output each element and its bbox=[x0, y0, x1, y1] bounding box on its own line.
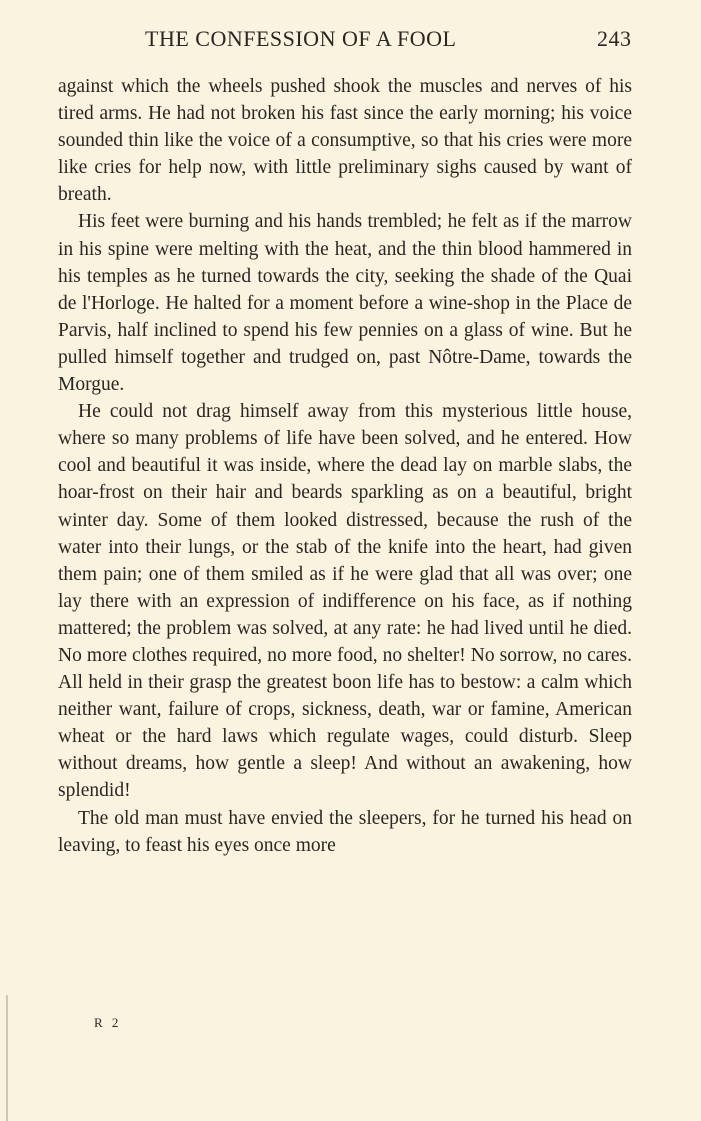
paragraph-continued: against which the wheels pushed shook the muscles and nerves of his tired arms. He had not broken his fast since the early morning; his voice sounded thin like the voice of a consumptive, so that his cries were more like cries for help now, with little preliminary sighs caused by want of breath. bbox=[58, 76, 632, 206]
body-text bbox=[58, 73, 632, 859]
page-number: 243 bbox=[597, 26, 632, 51]
paragraph: He could not drag himself away from this mysterious little house, where so many problems of life have been solved, and he entered. How cool and beautiful it was inside, where the dead lay on marble slabs, the hoar-frost on their hair and beards sparkling as on a beautiful, bright winter day. Some of them looked distressed, because the rush of the water into their lungs, or the stab of the knife into the heart, had given them pain; one of them smiled as if he were glad that all was over; one lay there with an expression of indifference on his face, as if nothing mattered; the problem was solved, at any rate: he had lived until he died. No more clothes required, no more food, no shelter! No sorrow, no cares. All held in their grasp the greatest boon life has to bestow: a calm which neither want, failure of crops, sickness, death, war or famine, American wheat or the hard laws which regulate wages, could disturb. Sleep without dreams, how gentle a sleep! And without an awakening, how splendid! bbox=[58, 401, 632, 802]
signature-mark: R 2 bbox=[94, 1015, 122, 1030]
binding-edge-divider bbox=[6, 995, 8, 1121]
paragraph: His feet were burning and his hands trembled; he felt as if the marrow in his spine were melting with the heat, and the thin blood hammered in his temples as he turned towards the city, seeking the shade of the Quai de l'Horloge. He halted for a moment before a wine-shop in the Place de Parvis, half inclined to spend his few pennies on a glass of wine. But he pulled himself together and trudged on, past Nôtre-Dame, towards the Morgue. bbox=[58, 211, 632, 396]
running-title: THE CONFESSION OF A FOOL bbox=[145, 26, 457, 51]
paragraph: The old man must have envied the sleepers, for he turned his head on leaving, to feast his eyes once more bbox=[58, 807, 632, 856]
page-header bbox=[145, 26, 645, 56]
